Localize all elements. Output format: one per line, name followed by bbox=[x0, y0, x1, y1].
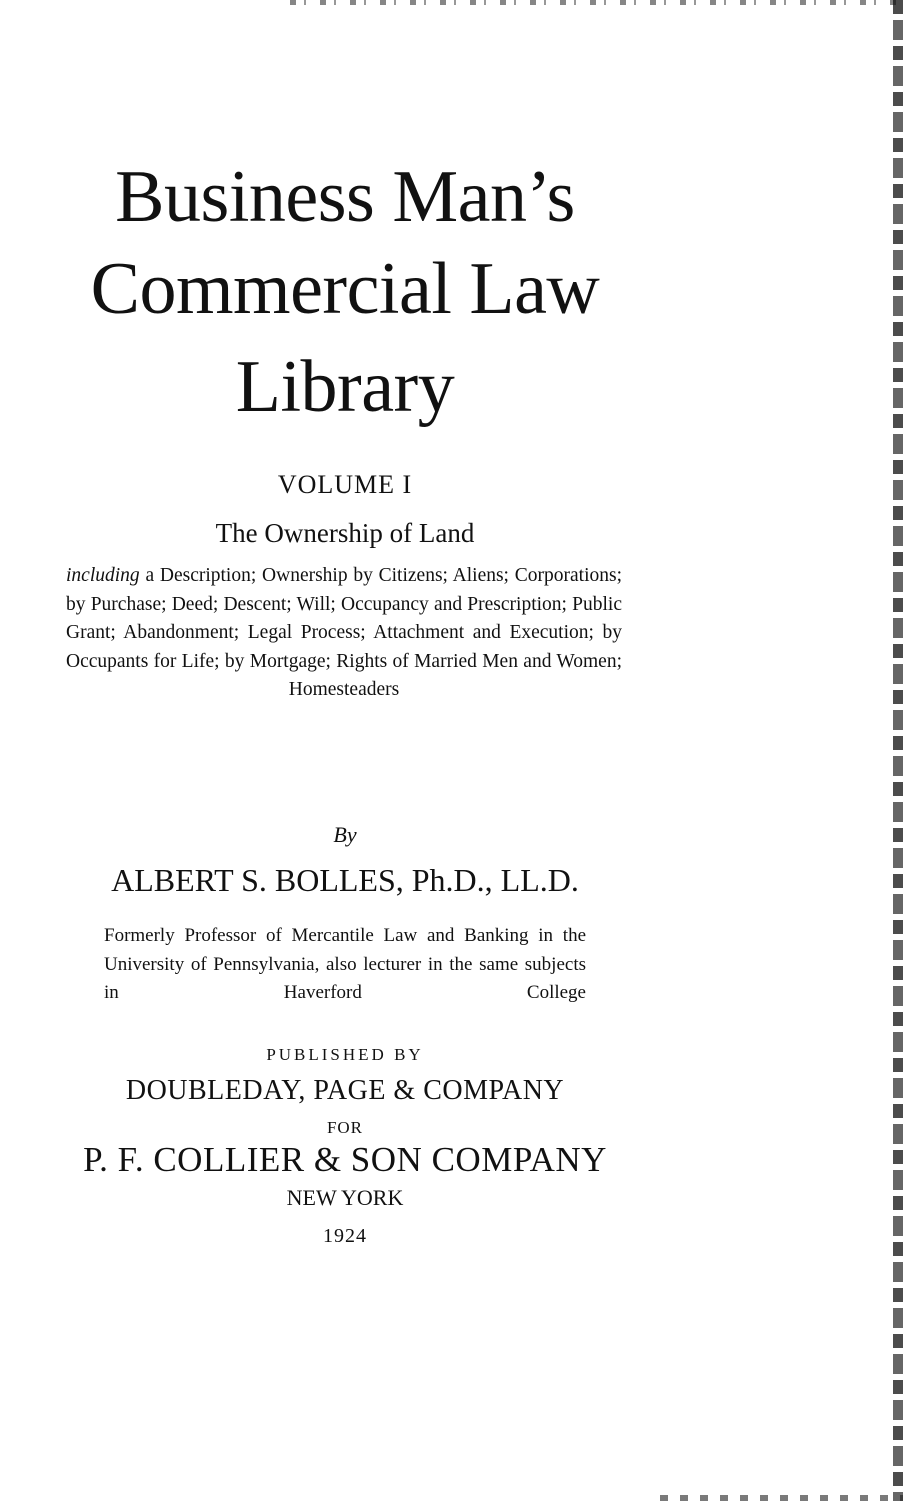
for-label: FOR bbox=[326, 1118, 364, 1137]
publisher-name: DOUBLEDAY, PAGE & COMPANY bbox=[125, 1075, 565, 1106]
scan-edge-top bbox=[290, 0, 903, 5]
published-by-label: PUBLISHED BY bbox=[266, 1045, 424, 1064]
description-text: a Description; Ownership by Citizens; Aliens; Corporations; by Purchase; Deed; Descent; Will; Occupancy and Prescription; Public Grant; Abandonment; Legal Process; Attachment and Execution; by Occupants for Life; by Mortgage; Rights of Married Men and Women; Homesteaders bbox=[66, 565, 622, 701]
scan-edge-bottom bbox=[660, 1495, 903, 1501]
book-title-line-1: Business Man’s bbox=[115, 156, 575, 238]
contents-description bbox=[66, 562, 622, 705]
book-title-line-3: Library bbox=[235, 346, 455, 428]
publication-city: NEW YORK bbox=[286, 1185, 404, 1210]
author-name: ALBERT S. BOLLES, Ph.D., LL.D. bbox=[111, 862, 579, 898]
author-affiliation: Formerly Professor of Mercantile Law and Banking in the University of Pennsylvania, also lecturer in the same subjects in Haverford College bbox=[104, 925, 586, 1003]
volume-subtitle: The Ownership of Land bbox=[215, 518, 475, 548]
by-line: By bbox=[333, 822, 357, 847]
scan-edge-right bbox=[893, 0, 903, 1501]
description-lead: including bbox=[66, 565, 140, 586]
publication-year: 1924 bbox=[323, 1225, 367, 1247]
for-publisher-name: P. F. COLLIER & SON COMPANY bbox=[83, 1140, 607, 1179]
book-title-line-2: Commercial Law bbox=[90, 248, 600, 330]
volume-label: VOLUME I bbox=[277, 470, 413, 499]
